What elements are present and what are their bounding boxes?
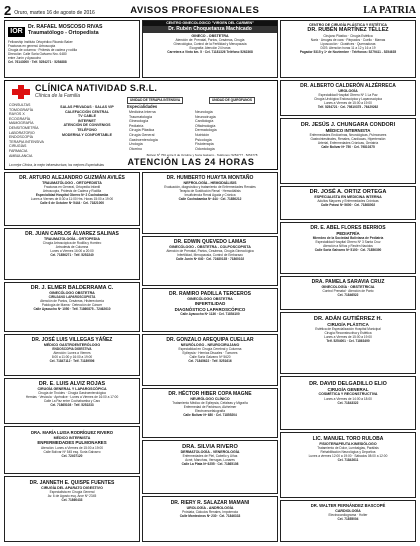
ad-right-6: [280, 376, 416, 430]
ad-mid-1: [142, 236, 278, 286]
ior-logo: IOR: [8, 27, 25, 37]
doctor-specialty: CIRUGÍA PLÁSTICA: [327, 322, 369, 327]
doctor-specialty: DERMATOLOGÍA - VENEROLOGÍA: [180, 450, 240, 454]
amenity-item: INTERNET: [78, 118, 96, 123]
page-header: [4, 3, 416, 18]
specialty-item: Odontología: [195, 146, 215, 151]
specialties-list-b: [195, 110, 255, 151]
ad-line: Cirugía Reconstructiva y Estética: [324, 331, 372, 336]
ad-right-7: [280, 432, 416, 498]
ad-line: Tratamiento Médico de Epilepsia, Cefaleas y Migraña: [172, 401, 248, 406]
section-title: AVISOS PROFESIONALES: [130, 5, 260, 16]
service-item: ECOGRAFÍA: [9, 116, 31, 121]
ad-line: Atención: Lunes a Viernes de 15:00 a 19:00: [41, 445, 103, 450]
ad-right-4: [280, 276, 416, 310]
ad-line: Liposucción · Cicatrices · Quemaduras: [320, 42, 376, 47]
ad-line: Atención de Partos, Cesáreas, Histerectomía: [40, 299, 104, 304]
ad-right-8: [280, 500, 416, 542]
doctor-specialty: UROLOGÍA: [338, 89, 358, 93]
ad-line: Cel. 76143000 · Telf. 5254271 · 5254888: [8, 60, 67, 64]
ad-line: Calle Cochabamba Nº 444 · Cel. 71856212: [178, 197, 242, 202]
specialty-item: Dermatología: [195, 128, 217, 133]
ad-martinez: [280, 20, 416, 78]
ad-line: Cel. 71847112 · Telf. 71189506: [49, 359, 95, 364]
red-cross-icon: [11, 84, 31, 100]
service-item: AMBULANCIA: [9, 153, 33, 158]
amenity-item: MODERNA Y CONFORTABLE: [62, 132, 112, 137]
ad-line: Atención a Niños y Recién Nacidos: [323, 244, 373, 249]
ad-line: Especialidad en Cirugía Cerebral y Columna: [178, 347, 242, 352]
ad-line: Calle Ayacucho Nº 1050 · Telf. 71860875 - 72462610: [33, 307, 111, 312]
doctor-name: Dr. RAFAEL MOSCOSO RIVAS: [28, 24, 103, 30]
doctor-name: DR. JANNETH E. QUISPE FUENTES: [29, 480, 115, 486]
page-number: 2: [4, 3, 12, 18]
ad-mid-4: [142, 388, 278, 438]
ad-line: Enfermedad de Parkinson, Alzheimer: [183, 405, 237, 410]
ad-clinica-natividad: [4, 80, 278, 170]
ad-line: Hernias · Vesícula · Apéndice · Lunes a Viernes de 16:00 a 17:00: [25, 395, 119, 400]
clinic-amenities-list: [55, 105, 119, 137]
ad-line: Atención de: Prenatal, Partos, Cesáreas, Cirugía: [175, 38, 245, 43]
ad-line: Patología de Mama · Detección de Cáncer: [41, 303, 103, 308]
doctor-specialty: TRAUMATÓLOGO - ORTOPEDISTA: [42, 181, 102, 185]
ad-line: Cirugía Urológica Endoscópica y Laparoscópica: [314, 97, 382, 102]
amenity-item: TV CABLE: [78, 114, 96, 119]
ad-line: Insuficiencia Renal Aguda y Crónica: [184, 193, 236, 198]
doctor-specialty: GINECÓLOGO OBSTETRA: [49, 291, 95, 295]
ad-line: Calle Potosí Nº 5600 · Cel. 71868002: [320, 203, 376, 208]
ad-line: Calle Ayacucho Nº 1136 · Cel. 71854100: [180, 312, 240, 317]
specialty-item: Otorrino: [129, 146, 142, 151]
ad-line: Calle Junín Nº 640 · Cel. 72480135 · 71860102: [175, 257, 245, 262]
doctor-specialty: GINECÓLOGO - OBSTETRA - COLPOSCOPISTA: [169, 245, 251, 249]
ad-line: Cel. 71856271 · Telf. 5252240: [50, 253, 94, 258]
ad-line: Cel. 71845622 · Telf. 5251616: [188, 359, 232, 364]
page-date: Oruro, martes 16 de agosto de 2016: [14, 10, 95, 16]
ad-left-6: [4, 476, 140, 542]
doctor-name: LIC. MANUEL TORO RULOBA: [312, 436, 384, 442]
ad-choquetanza: [142, 20, 278, 78]
ad-line: Evaluación, diagnóstico y tratamiento de Enfermedades Renales: [164, 185, 256, 190]
ad-line: Fracturas en General, Ortopedia Infantil: [43, 185, 101, 190]
specialty-item: Fisioterapia: [195, 142, 214, 147]
ad-line: Estética de Especialización Hospital Municipal: [315, 327, 381, 332]
doctor-name: DR. ARTURO ALEJANDRO GUZMÁN AVILÉS: [19, 175, 125, 181]
doctor-name: DR. E. LUIS ALVIZ ROJAS: [38, 381, 106, 387]
ad-line: Especialidad Hospital Obrero Nº 3 Santa Cruz: [315, 240, 381, 245]
ad-line: Lunes a Viernes de 15:00 a 19:00: [324, 335, 372, 340]
doctor-name: DR. ADÁN GUTIÉRREZ H.: [313, 316, 383, 322]
ad-line: Rehabilitación Neurológica y Deportiva: [320, 450, 376, 455]
clinic-24h-banner: ATENCIÓN LAS 24 HORAS: [127, 157, 255, 167]
ad-line: Atención: Lunes a Viernes: [53, 351, 91, 356]
doctor-name: DR. JOSÉ LUIS VILLEGAS YÁÑEZ: [31, 337, 113, 343]
ad-left-3: [4, 334, 140, 376]
ad-line: Calle 6 de Octubre Nº 5444 · Cel. 71821000: [39, 201, 105, 206]
ad-line: Especialidad Hospital Obrero Nº 2 Cochabamba: [35, 193, 109, 198]
ad-line: Cirugía Artroscópica de Rodilla y Hombro: [42, 241, 102, 246]
ad-line: Carretera a Vinto km. 5 · Cel. 71181326 Teléfono 5262368: [167, 50, 253, 55]
ad-line: Cirujano Plástico · Cirugía Estética: [323, 34, 373, 39]
ad-left-4: [4, 378, 140, 424]
ad-line: Adultos Mayores y Enfermedades Crónicas: [317, 199, 379, 204]
ad-left-1: [4, 228, 140, 280]
ad-line: Calle Bolívar Nº 545 esq. Soria Galvarro: [43, 449, 101, 454]
service-item: CIRUGÍAS: [9, 144, 27, 149]
ad-line: Telf. 5254001 · Cel. 71863490: [326, 339, 370, 344]
ad-line: Fellowship Instituto Ortopédico Ricardo Baker: [8, 40, 73, 44]
specialties-title: Especialidades: [127, 104, 158, 109]
specialty-item: Cirugía Plástica: [129, 128, 155, 133]
doctor-specialty: TRAUMATOLOGÍA - ORTOPEDIA: [44, 237, 100, 241]
ad-line: Calle Montecinos Nº 230 · Cel. 71846333: [179, 514, 241, 519]
doctor-name: DR. RAMIRO PADILLA TERCEROS: [169, 291, 251, 297]
ad-line: Artroscopia, Prótesis de Cadera y Rodilla: [42, 189, 102, 194]
service-item: CONSULTAS: [9, 103, 31, 107]
ad-line: Calle Bolívar Nº 750 · Cel. 79810375: [321, 145, 375, 150]
ad-line: Infertilidad, Menopausia, Control de Embarazo: [177, 253, 243, 258]
ad-line: Calle La Plata Nº 6255 · Cel. 71865108: [181, 462, 239, 467]
specialty-item: Oftalmología: [195, 123, 216, 128]
ad-line: Control Prenatal · Atención de Parto: [322, 289, 374, 294]
ad-line: Cel. 71855004: [337, 517, 359, 522]
specialty-item: Urología: [129, 142, 143, 147]
doctor-name: DR. WALTER FERNÁNDEZ BASCOPÉ: [310, 503, 386, 508]
ad-line: Telf. 5254721 · Cel. 79810375 - 76429262: [317, 105, 379, 110]
ad-line: Ecografía: Atención 24 horas: [189, 46, 231, 51]
ad-line: Lunes a Viernes de 15:00 a 19:00: [324, 101, 372, 106]
doctor-name: DR. EDWIN QUEVEDO LAMAS: [173, 239, 247, 245]
ad-line: Electroencefalografía: [194, 409, 226, 414]
doctor-name: DR. JUAN CARLOS ÁLVAREZ SALINAS: [25, 231, 119, 237]
ad-moscoso: [4, 20, 140, 78]
doctor-specialty: GINECO - OBSTETRA: [191, 34, 229, 38]
ad-line: Cirugía de columna · Prótesis de cadera y rodilla: [8, 48, 77, 52]
ad-line: Cel. 71860433: [61, 498, 83, 503]
ad-line: Cel. 71842611: [337, 458, 359, 463]
ad-line: Calle Soria Galvarro Nº 5620: [189, 355, 231, 360]
specialty-item: Neurología: [195, 110, 213, 114]
ad-line: Epilepsia · Hernias Discales · Tumores: [182, 351, 238, 356]
ad-line: Electrocardiograma · Holter: [328, 513, 368, 518]
ad-mid-5: [142, 440, 278, 494]
clinic-address: Bolívar Nº 750 entre 6 de Octubre y Soria Galvarro · Teléfonos: 5254777 · 5254778: [146, 153, 258, 157]
ad-line: Nariz · Arrugas de cara · Párpados · Cuello · Mamas: [310, 38, 386, 43]
tab-terapia-intensiva: UNIDAD DE TERAPIA INTENSIVA: [127, 97, 183, 104]
doctor-name: DR. J. ELMER BALDERRAMA C.: [30, 285, 114, 291]
ad-line: Lunes a Viernes 16:00 a 20:00: [50, 249, 94, 254]
doctor-specialty: NEURÓLOGO CLÍNICO: [190, 397, 230, 401]
amenity-item: ATENCIÓN DE CONVENIOS: [63, 123, 111, 128]
ad-line: Arterial, Enfermedades Crónicas, Geriatría: [317, 141, 379, 146]
ad-mid-3: [142, 334, 278, 386]
ad-line: 8:00 a 11:00 y 16:00 a 19:00: [51, 355, 93, 360]
ad-line: Enfermedades Endócrinas, Neurológicas, Pulmonares: [309, 133, 387, 138]
doctor-specialty: CIRUGÍA DEL APARATO DIGESTIVO: [41, 486, 103, 490]
ad-line: Pagador 5315 y 1º de Noviembre · Teléfonos: 5279411 - 5254635: [299, 50, 397, 55]
ad-line: Fracturas en general. Artroscopia: [8, 44, 56, 48]
doctor-name: DR. HÉCTOR HIBER COPA MAGNE: [168, 391, 252, 397]
amenity-item: SALAS PRIVADAS · SALAS VIP: [60, 105, 114, 109]
doctor-name: DR. ALBERTO CALDERÓN ALZÉRRECA: [300, 83, 396, 89]
ad-mid-0: [142, 172, 278, 234]
doctor-specialty: CIRUGÍA GENERAL Y LAPAROSCÓPICA: [37, 387, 107, 391]
service-item: LABORATORIO: [9, 130, 35, 135]
ad-line: ENFERMEDADES PULMONARES: [37, 440, 107, 446]
ad-line: CIRUJANO LAPAROSCOPISTA: [48, 295, 96, 300]
ad-line: Calle Bolívar Nº 680 · Cel. 71855204: [183, 413, 237, 418]
specialties-list-a: [129, 110, 189, 151]
ad-right-1: [280, 118, 416, 184]
service-item: ENDOSCOPÍA: [9, 135, 33, 140]
doctor-name: DR. HUMBERTO HUAYTA MONTAÑO: [166, 175, 254, 181]
ad-line: Calle La Paz entre Cochabamba y Caro: [43, 399, 101, 404]
service-item: TOMOGRAFÍA: [9, 107, 34, 112]
doctor-name: DR. GONZALO AREQUIPA CUELLAR: [166, 337, 254, 343]
service-item: RAYOS X: [9, 112, 25, 117]
ad-line: DIAGNÓSTICO LAPAROSCÓPICO: [174, 306, 246, 312]
doctor-specialty: Traumatólogo - Ortopedista: [28, 30, 99, 36]
ad-line: Atención de Prenatal, Partos, Cesáreas, Cirugía Ginecológica: [166, 249, 254, 254]
ad-line: Cel. 72407120: [61, 453, 83, 458]
ad-line: Ginecológica, Control de la Fertilidad y Menopausia: [173, 42, 247, 47]
center-title: CENTRO DE CIRUGÍA PLÁSTICA Y ESTÉTICA: [308, 23, 388, 27]
specialty-item: Cardiología: [195, 119, 214, 124]
ad-line: Gastrointestinales, Renales, Cardíacas, Hipertensión: [310, 137, 386, 142]
doctor-specialty: MÉDICO INTERNISTA: [53, 436, 91, 440]
service-item: TERAPIA INTENSIVA: [9, 139, 44, 144]
ad-line: entre Junín y Ayacucho: [8, 56, 42, 60]
doctor-specialty: FISIOTERAPEUTA KINESIÓLOGO: [319, 442, 377, 446]
ad-line: Especialista en Cirugía General: [49, 490, 95, 495]
doctor-specialty: CARDIOLOGÍA: [335, 509, 361, 513]
ad-line: Cel. 71846522: [337, 293, 359, 298]
ad-line: Av. 6 de Agosto esq. Arce Nº 2345: [47, 494, 97, 499]
doctor-name: DR. E. ABEL FLORES BERRIOS: [310, 225, 386, 231]
specialty-item: Traumatología: [129, 114, 153, 119]
doctor-name: DR. JESÚS J. CHUNGARA CONDORI: [300, 122, 396, 128]
ad-line: Cel. 71843322: [337, 400, 359, 405]
clinic-tagline: Clínica de la Familia: [35, 93, 81, 99]
doctor-specialty: ESPECIALISTA EN MEDICINA INTERNA: [314, 195, 382, 199]
doctor-specialty: UROLOGÍA - ANDROLOGÍA: [186, 506, 234, 510]
ad-line: Miembro de la Sociedad Boliviana de Pediatría: [312, 236, 384, 241]
ad-line: Calle Soria Galvarro Nº 5100 · Cel. 71856390: [314, 248, 382, 253]
ad-right-5: [280, 312, 416, 374]
doctor-name: DRA. PAMELA SARAVIA CRUZ: [311, 279, 385, 285]
clinic-name: CLÍNICA NATIVIDAD S.R.L.: [35, 83, 158, 93]
specialty-item: Psicología: [195, 137, 212, 142]
doctor-specialty: GINECOLOGÍA · OBSTETRICIA: [321, 285, 375, 289]
doctor-specialty: NEFROLOGÍA - HEMODIÁLISIS: [183, 181, 237, 185]
ad-left-2: [4, 282, 140, 332]
ad-line: Cirugía de Tiroides · Cirugía Gastroenterológica: [38, 391, 106, 396]
ad-line: Tratamiento de Dolor, Lumbalgias, Parálisis: [317, 446, 379, 451]
doctor-specialty: MÉDICO INTERNISTA: [325, 128, 371, 133]
ad-line: Próstata, Cálculos Renales, Impotencia: [182, 510, 238, 515]
clinic-motto: La mejor Clínica, la mejor infraestructura, los mejores Especialistas: [9, 163, 104, 167]
ad-line: Lunes a Viernes de 8:30 a 11:00 Hrs. Horas 15:00 a 19:00: [30, 197, 114, 202]
specialty-item: Pediatría: [129, 123, 144, 128]
ad-line: Terapia de Sustitución Renal · Hemodiálisis: [179, 189, 241, 194]
ad-left-5: [4, 426, 140, 474]
ad-line: COSMÉTICA Y RECONSTRUCTIVA: [318, 392, 378, 397]
doctor-name: DR. RIERY R. SALAZAR MAMANI: [170, 500, 250, 506]
doctor-name: DRA. MARÍA LUISA RODRÍGUEZ RIVERO: [30, 430, 114, 435]
amenity-item: CALEFACCIÓN CENTRAL: [64, 109, 110, 114]
specialty-item: Neurocirugía: [195, 114, 216, 119]
specialty-item: Medicina Interna: [129, 110, 156, 114]
ad-line: Enfermedades de Piel, Cabello y Uñas: [182, 454, 238, 459]
tab-quirofanos: UNIDAD DE QUIRÓFANOS: [209, 97, 255, 104]
specialty-item: Ginecología: [129, 119, 149, 124]
doctor-name: Dr. Rubén Choquetanza Machicado: [143, 26, 277, 33]
ad-line: DOS: Atención horas 11 a 12 y 16 a 19: [320, 46, 376, 51]
clinic-services-list: [9, 103, 53, 158]
ad-left-0: [4, 172, 140, 226]
doctor-specialty: NEURÓLOGO - NEUROCIRUJANO: [180, 343, 240, 347]
newspaper-name: LA PATRIA: [363, 5, 416, 16]
specialty-item: Gastroenterología: [129, 137, 158, 142]
doctor-specialty: MÉDICO GASTROENTERÓLOGO: [43, 343, 101, 347]
ad-right-2: [280, 186, 416, 220]
service-item: MAMOGRAFÍA: [9, 121, 34, 126]
ad-right-0: [280, 80, 416, 116]
doctor-specialty: CIRUGÍA GENERAL: [327, 387, 369, 392]
ad-bar-title: CENTRO GINECOLÓGICO "VIRGEN DEL CARMEN": [143, 21, 277, 26]
ad-line: Dirección: Calle Soria Galvarro Nro. 6480: [8, 52, 67, 56]
service-item: DENSITOMETRÍA: [9, 125, 39, 130]
doctor-specialty: GINECÓLOGO OBSTETRA: [187, 297, 233, 301]
doctor-specialty: PEDIATRÍA: [336, 231, 360, 236]
amenity-item: TELÉFONO: [77, 127, 97, 132]
ad-line: Cel. 71865108 · Telf. 5252233: [50, 403, 94, 408]
ad-right-3: [280, 222, 416, 274]
doctor-name: DR. JOSÉ A. ORTIZ ORTEGA: [309, 189, 387, 195]
ad-line: ENDOSCOPIA DIGESTIVA: [52, 347, 92, 352]
specialty-item: Cirugía General: [129, 132, 155, 137]
doctor-name: DR. DAVID DELGADILLO ELIO: [309, 381, 387, 387]
doctor-name: DRA. SILVIA RIVERO: [182, 444, 238, 450]
doctor-name: DR. RUBÉN MARTÍNEZ TÉLLEZ: [307, 27, 389, 34]
ad-mid-2: [142, 288, 278, 332]
ad-line: Lunes a viernes 12:00 a 19:00 · Sábados 08:00 a 12:00: [308, 454, 388, 459]
ad-line: Artrodesis de Columna: [55, 245, 89, 250]
ad-line: Lunes a Viernes de 14:00 a 18:00: [324, 396, 372, 401]
ad-mid-6: [142, 496, 278, 542]
ad-line: INFERTILIDAD: [194, 301, 226, 307]
service-item: FARMACIA: [9, 148, 28, 153]
ad-line: Especialidad Hospital Obrero Nº 1 La Paz: [318, 93, 378, 98]
specialty-item: Nutrición: [195, 132, 210, 137]
ad-line: Acné, Manchas, Verrugas, Lunares: [185, 458, 235, 463]
